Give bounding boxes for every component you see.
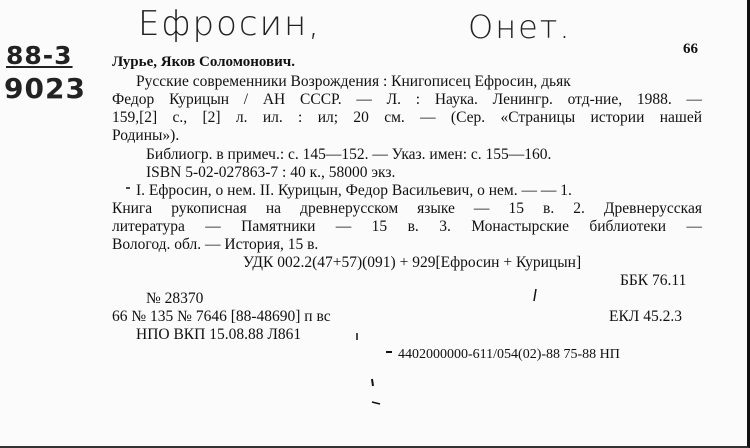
- handwritten-note-right: Онет.: [468, 8, 572, 46]
- title-line: Родины»).: [112, 127, 180, 144]
- subject-line: Книга рукописная на древнерусском языке — 15 в. 2. Древнерусская: [112, 200, 702, 217]
- bbk-line: ББК 76.11: [620, 272, 687, 289]
- subject-line: I. Ефросин, о нем. II. Курицын, Федор Васильевич, о нем. — — 1.: [136, 182, 572, 199]
- isbn-line: ISBN 5-02-027863-7 : 40 к., 58000 экз.: [146, 164, 396, 181]
- ekl-line: ЕКЛ 45.2.3: [609, 308, 682, 325]
- stray-mark: [372, 402, 380, 404]
- stray-mark: [534, 289, 536, 301]
- npo-line: НПО ВКП 15.08.88 Л861: [136, 326, 302, 343]
- order-line: 66 № 135 № 7646 [88-48690] п вс: [112, 308, 331, 325]
- bibliography-note: Библиогр. в примеч.: с. 145—152. — Указ. имен: с. 155—160.: [146, 146, 552, 163]
- shelf-mark-bottom: 9023: [4, 72, 86, 105]
- author-heading: Лурье, Яков Соломонович.: [112, 54, 295, 70]
- title-line: Федор Курицын / АН СССР. — Л. : Наука. Ленингр. отд-ние, 1988. —: [112, 91, 702, 108]
- subject-line: Вологод. обл. — История, 15 в.: [112, 236, 319, 253]
- record-number: № 28370: [146, 290, 204, 307]
- title-line: Русские современники Возрождения : Книгописец Ефросин, дьяк: [136, 73, 571, 90]
- handwritten-note-left: Ефросин,: [138, 4, 322, 44]
- stray-mark: [372, 379, 373, 386]
- udk-line: УДК 002.2(47+57)(091) + 929[Ефросин + Курицын]: [243, 254, 582, 271]
- subject-line: литература — Памятники — 15 в. 3. Монастырские библиотеки —: [112, 218, 702, 235]
- shelf-mark-top: 88-3: [6, 41, 73, 70]
- title-line: 159,[2] с., [2] л. ил. : ил; 20 см. — (Сер. «Страницы истории нашей: [112, 109, 702, 126]
- card-number: 66: [683, 41, 698, 57]
- publisher-code: 4402000000-611/054(02)-88 75-88 НП: [398, 347, 620, 362]
